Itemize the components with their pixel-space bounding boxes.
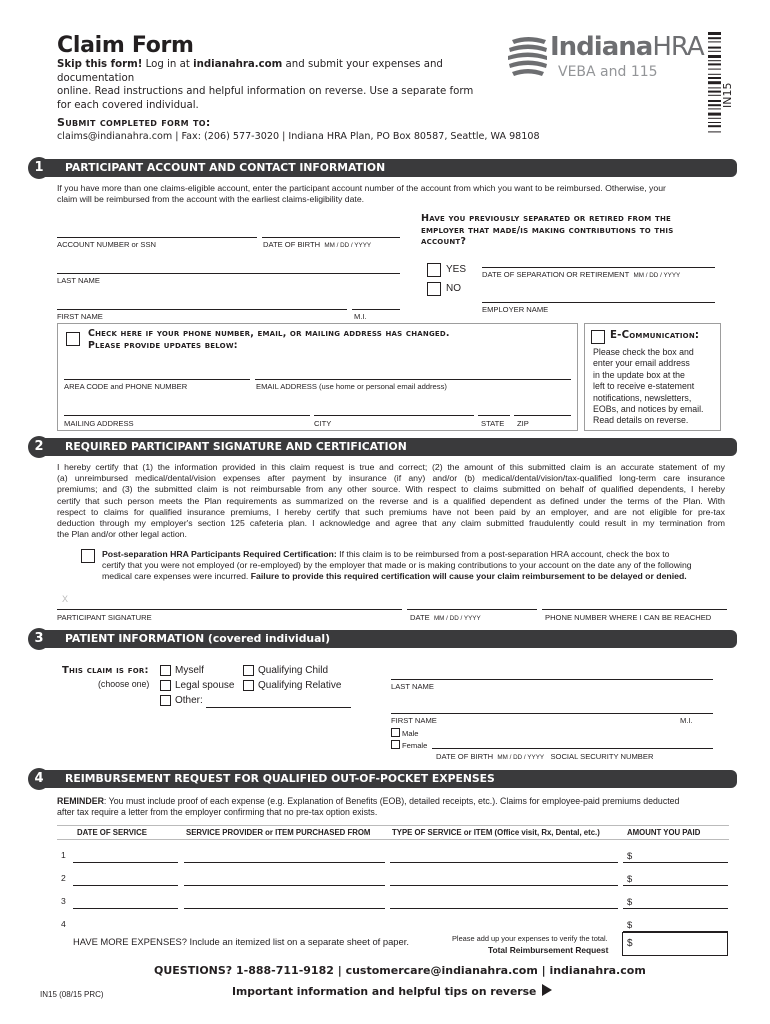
post-sep-warning: Failure to provide this required certification will cause your claim reimbursement to be delayed or denied. — [250, 571, 687, 582]
contact-change-checkbox[interactable] — [66, 332, 80, 346]
expense-date-field[interactable] — [73, 908, 178, 909]
logo-sub: VEBA and 115 — [558, 64, 658, 80]
patient-dob-label — [436, 752, 653, 761]
expense-amount-field[interactable] — [623, 885, 728, 886]
section-1-header — [45, 159, 737, 177]
last-name-field[interactable] — [57, 273, 400, 274]
intro-text-b: and submit your expenses and documentation — [57, 59, 443, 84]
total-amount-field[interactable] — [622, 932, 728, 956]
section-4-number: 4 — [28, 768, 50, 790]
qualifying-child-label: Qualifying Child — [258, 665, 329, 676]
legal-spouse-label: Legal spouse — [175, 680, 235, 691]
signature-x-mark: X — [62, 594, 69, 604]
important-info-text: Important information and helpful tips on reverse — [232, 985, 537, 998]
expense-date-field[interactable] — [73, 862, 178, 863]
zip-field[interactable] — [514, 415, 571, 416]
other-checkbox[interactable] — [160, 695, 171, 706]
ecommunication-checkbox[interactable] — [591, 330, 605, 344]
last-name-label: LAST NAME — [57, 276, 100, 285]
ecomm-line: enter your email address — [593, 358, 690, 369]
table-header-rule — [57, 839, 729, 840]
first-name-field[interactable] — [57, 309, 347, 310]
table-top-rule — [57, 825, 729, 826]
sig-date-label-text: DATE — [410, 613, 430, 622]
verify-note: Please add up your expenses to verify the total. — [452, 934, 608, 943]
expense-row-number: 4 — [61, 919, 66, 929]
patient-dob-label-text: DATE OF BIRTH — [436, 752, 494, 761]
logo-name-2: HRA — [652, 32, 704, 62]
barcode — [708, 30, 734, 148]
intro-text — [57, 58, 487, 112]
certification-line: respect to claims for qualified insurance premiums, I hereby certify that such premiums have not been paid by an employer, and are not eligible for pre-tax — [57, 506, 725, 517]
dob-format: MM / DD / YYYY — [324, 242, 372, 249]
patient-dob-ssn-field[interactable] — [432, 748, 713, 749]
ecomm-line: Read details on reverse. — [593, 415, 689, 426]
expense-row-number: 2 — [61, 873, 66, 883]
certification-line: premiums; and (3) the submitted claim is not reimbursable from any other source. With respect to claims submitted on behalf of qualified dependents, I hereby — [57, 484, 725, 495]
signature-date-field[interactable] — [407, 609, 537, 610]
important-info-line — [232, 984, 552, 998]
patient-last-name-label: LAST NAME — [391, 682, 434, 691]
separated-no-checkbox[interactable] — [427, 282, 441, 296]
signature-date-label — [410, 613, 481, 622]
dob-field[interactable] — [262, 237, 400, 238]
other-field[interactable] — [206, 707, 351, 708]
post-sep-bold: Post-separation HRA Participants Required Certification: — [102, 549, 337, 559]
legal-spouse-checkbox[interactable] — [160, 680, 171, 691]
post-sep-line-2: certify that you were not employed (or re-employed) by the employer that made or is making contributions to your account on the date any of the following — [102, 560, 692, 571]
male-checkbox[interactable] — [391, 728, 400, 737]
expense-type-field[interactable] — [390, 862, 618, 863]
mi-field[interactable] — [352, 309, 400, 310]
email-label: EMAIL ADDRESS (use home or personal email address) — [256, 382, 447, 391]
ecomm-line: Please check the box and — [593, 347, 694, 357]
section-1-number: 1 — [28, 157, 50, 179]
signature-label: PARTICIPANT SIGNATURE — [57, 613, 152, 622]
expense-provider-field[interactable] — [184, 862, 385, 863]
contact-change-line-1: Check here if your phone number, email, or mailing address has changed. — [88, 328, 450, 339]
expense-provider-field[interactable] — [184, 908, 385, 909]
contact-change-line-2: Please provide updates below: — [88, 340, 238, 351]
account-number-field[interactable] — [57, 237, 257, 238]
post-separation-checkbox[interactable] — [81, 549, 95, 563]
certification-line: certify that such person meets the Plan requirements as summarized on the reverse and is a qualified dependent as defined under the terms of the Plan. With — [57, 495, 725, 506]
form-code: IN15 — [721, 82, 734, 108]
intro-line-3: for each covered individual. — [57, 99, 199, 111]
reminder-bold: REMINDER — [57, 796, 104, 806]
post-sep-line-3a: medical care expenses were incurred. — [102, 571, 251, 582]
patient-first-name-field[interactable] — [391, 713, 713, 714]
mi-label: M.I. — [354, 312, 367, 321]
qualifying-child-checkbox[interactable] — [243, 665, 254, 676]
expense-type-field[interactable] — [390, 908, 618, 909]
instructions-line-1: If you have more than one claims-eligible account, enter the participant account number of the account from which you want to be reimbursed. Otherwise, your — [57, 183, 666, 193]
dob-label — [263, 240, 371, 249]
patient-ssn-label: SOCIAL SECURITY NUMBER — [550, 752, 654, 761]
section-2-header — [45, 438, 737, 456]
claim-for-label: This claim is for: — [62, 665, 149, 676]
more-expenses-note: HAVE MORE EXPENSES? Include an itemized list on a separate sheet of paper. — [73, 936, 409, 947]
other-label: Other: — [175, 695, 203, 706]
intro-line-2: online. Read instructions and helpful information on reverse. Use a separate form — [57, 86, 474, 97]
ecomm-line: left to receive e-statement — [593, 381, 695, 392]
employer-name-field[interactable] — [482, 302, 715, 303]
dob-label-text: DATE OF BIRTH — [263, 240, 321, 249]
reminder-line-2: after tax require a letter from the employer confirming that no pre-tax option exists. — [57, 807, 378, 818]
form-id: IN15 (08/15 PRC) — [40, 990, 104, 999]
mailing-address-field[interactable] — [64, 415, 310, 416]
yes-label: YES — [446, 264, 467, 275]
section-4-header — [45, 770, 737, 788]
email-field[interactable] — [255, 379, 571, 380]
certification-line: I hereby certify that (1) the information provided in this claim request is true and correct; (2) the amount of this submitted claim is an accurate statement of my — [57, 462, 725, 472]
section-4-title: REIMBURSEMENT REQUEST FOR QUALIFIED OUT-OF-POCKET EXPENSES — [65, 772, 495, 785]
reminder-line-1: : You must include proof of each expense (e.g. Explanation of Benefits (EOB), detailed receipts, etc.). Claims for employee-paid premiums deducted — [103, 796, 680, 806]
intro-text-a: Log in at — [142, 59, 194, 70]
separated-q-line-1: Have you previously separated or retired from the — [421, 213, 671, 224]
section-1-title: PARTICIPANT ACCOUNT AND CONTACT INFORMATION — [65, 161, 386, 174]
expense-row-number: 3 — [61, 896, 66, 906]
expense-amount-field[interactable] — [623, 862, 728, 863]
submit-address: claims@indianahra.com | Fax: (206) 577-3020 | Indiana HRA Plan, PO Box 80587, Seattle, WA 98108 — [57, 131, 540, 142]
section-2-number: 2 — [28, 436, 50, 458]
form-title: Claim Form — [57, 33, 194, 58]
state-field[interactable] — [478, 415, 510, 416]
patient-dob-format: MM / DD / YYYY — [497, 754, 545, 761]
reminder-text — [57, 796, 729, 818]
ecommunication-title: E-Communication: — [610, 330, 700, 341]
separation-date-label — [482, 270, 680, 279]
certification-line: the Plan and/or other legal action. — [57, 529, 187, 540]
sig-date-format: MM / DD / YYYY — [433, 615, 481, 622]
logo-name-1: Indiana — [550, 32, 653, 62]
certification-line: deduction through my employer's section 125 cafeteria plan. I acknowledge and agree that any claim submitted fraudulently could result in my termination from — [57, 518, 725, 529]
col-amount-paid: AMOUNT YOU PAID — [627, 828, 701, 837]
sep-date-label-text: DATE OF SEPARATION OR RETIREMENT — [482, 270, 630, 279]
expense-row-number: 1 — [61, 850, 66, 860]
reach-phone-field[interactable] — [542, 609, 727, 610]
ecomm-line: EOBs, and notices by email. — [593, 404, 704, 415]
myself-label: Myself — [175, 665, 204, 676]
expense-currency: $ — [627, 873, 633, 884]
section-3-title: PATIENT INFORMATION (covered individual) — [65, 632, 331, 645]
post-sep-line-1: If this claim is to be reimbursed from a post-separation HRA account, check the box to — [336, 549, 670, 559]
sep-date-format: MM / DD / YYYY — [633, 272, 681, 279]
col-service-provider: SERVICE PROVIDER or ITEM PURCHASED FROM — [186, 828, 371, 837]
expense-currency: $ — [627, 896, 633, 907]
employer-name-label: EMPLOYER NAME — [482, 305, 549, 314]
phone-field[interactable] — [64, 379, 250, 380]
indiana-hra-logo — [508, 30, 703, 90]
signature-field[interactable] — [57, 609, 402, 610]
expense-type-field[interactable] — [390, 885, 618, 886]
account-number-label: ACCOUNT NUMBER or SSN — [57, 240, 157, 249]
no-label: NO — [446, 283, 461, 294]
patient-mi-label: M.I. — [680, 716, 693, 725]
questions-line: QUESTIONS? 1-888-711-9182 | customercare@indianahra.com | indianahra.com — [154, 964, 646, 977]
expense-provider-field[interactable] — [184, 885, 385, 886]
state-label: STATE — [481, 419, 505, 428]
intro-link[interactable]: indianahra.com — [193, 59, 283, 70]
total-label: Total Reimbursement Request — [488, 945, 609, 955]
certification-line: (a) unreimbursed medical/dental/vision expenses after payment by insurance (if any) and/or (b) medical/dental/vision/tax-qualified long-term care insurance — [57, 473, 725, 484]
section-3-header — [45, 630, 737, 648]
section-1-instructions — [57, 183, 729, 205]
phone-label: AREA CODE and PHONE NUMBER — [64, 382, 188, 391]
separated-yes-checkbox[interactable] — [427, 263, 441, 277]
post-separation-text — [102, 549, 726, 583]
submit-heading: Submit completed form to: — [57, 116, 211, 129]
city-label: CITY — [314, 419, 332, 428]
expense-date-field[interactable] — [73, 885, 178, 886]
total-currency: $ — [627, 938, 633, 949]
patient-last-name-field[interactable] — [391, 679, 713, 680]
separation-date-field[interactable] — [482, 267, 715, 268]
first-name-label: FIRST NAME — [57, 312, 103, 321]
male-label: Male — [402, 729, 419, 738]
ecommunication-text — [593, 347, 704, 427]
instructions-line-2: claim will be reimbursed from the account with the earliest claims-eligibility date. — [57, 194, 365, 205]
intro-bold: Skip this form! — [57, 59, 143, 70]
qualifying-relative-checkbox[interactable] — [243, 680, 254, 691]
female-checkbox[interactable] — [391, 740, 400, 749]
patient-first-name-label: FIRST NAME — [391, 716, 437, 725]
zip-label: ZIP — [517, 419, 529, 428]
expense-currency: $ — [627, 919, 633, 930]
arrow-right-icon — [542, 984, 552, 996]
col-date-of-service: DATE OF SERVICE — [77, 828, 147, 837]
city-field[interactable] — [314, 415, 474, 416]
qualifying-relative-label: Qualifying Relative — [258, 680, 342, 691]
separated-q-line-2: employer that made/is making contributions to this — [421, 224, 674, 236]
section-2-title: REQUIRED PARTICIPANT SIGNATURE AND CERTIFICATION — [65, 440, 407, 453]
separated-question — [421, 213, 673, 248]
section-3-number: 3 — [28, 628, 50, 650]
mailing-address-label: MAILING ADDRESS — [64, 419, 134, 428]
expense-amount-field[interactable] — [623, 908, 728, 909]
choose-one-label: (choose one) — [98, 679, 150, 689]
reach-phone-label: PHONE NUMBER WHERE I CAN BE REACHED — [545, 613, 712, 622]
female-label: Female — [402, 741, 428, 750]
myself-checkbox[interactable] — [160, 665, 171, 676]
col-type-of-service: TYPE OF SERVICE or ITEM (Office visit, Rx, Dental, etc.) — [392, 828, 600, 837]
ecomm-line: in the update box at the — [593, 369, 685, 380]
separated-q-line-3: account? — [421, 236, 467, 247]
contact-change-text — [88, 328, 450, 352]
expense-currency: $ — [627, 850, 633, 861]
certification-text — [57, 462, 725, 540]
ecomm-line: notifications, newsletters, — [593, 392, 692, 403]
